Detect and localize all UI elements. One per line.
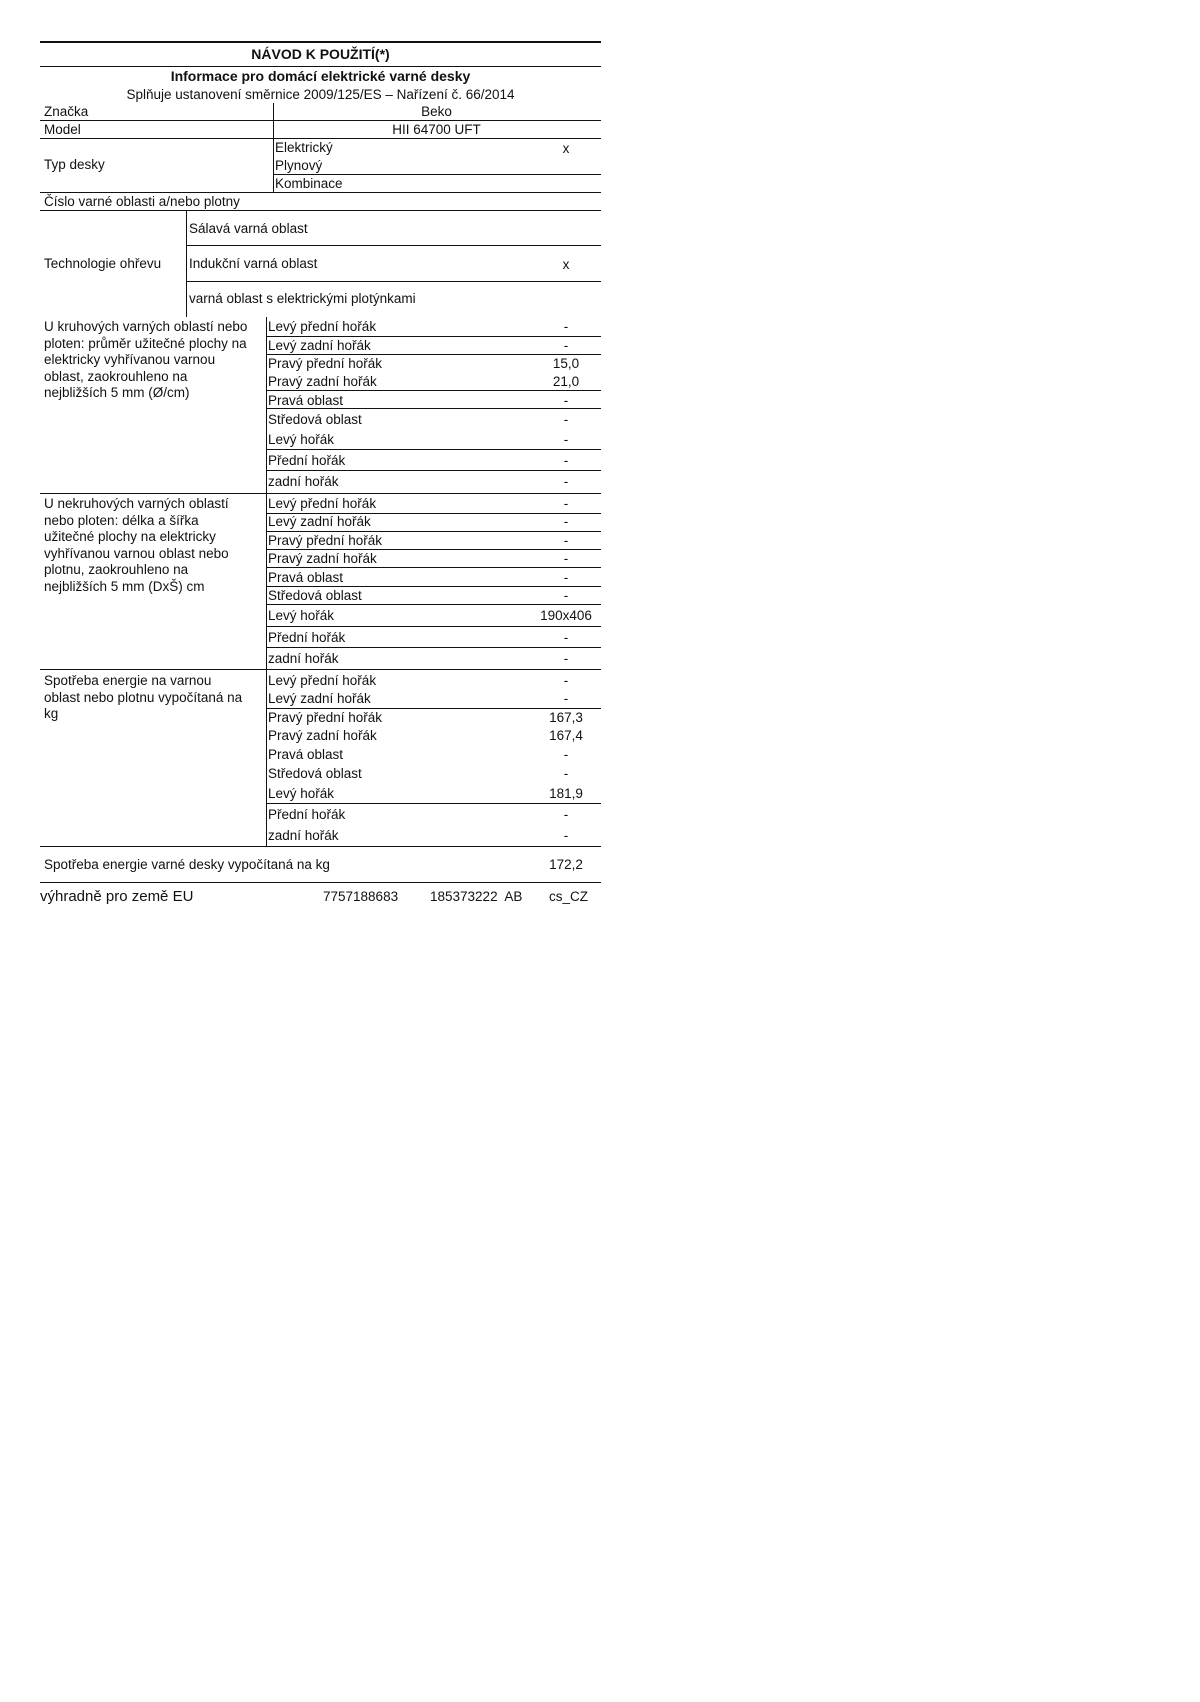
energy-row-value: 181,9 (549, 786, 583, 801)
circular-row-value: - (563, 432, 569, 447)
noncircular-row-value: - (563, 496, 569, 511)
noncircular-row-label: zadní hořák (268, 651, 339, 666)
energy-row-label: Levý hořák (268, 786, 335, 801)
divider (40, 846, 601, 847)
energy-row-value: - (563, 807, 569, 822)
noncircular-row-value: - (563, 533, 569, 548)
energy-row-value: - (563, 828, 569, 843)
noncircular-row-value: - (563, 651, 569, 666)
circular-section-label: U kruhových varných oblastí nebo ploten: průměr užitečné plochy na elektricky vyhřívanou varnou oblast, zaokrouhleno na nejbližších 5 mm (Ø/cm) (44, 319, 248, 400)
circular-row-value: 15,0 (552, 356, 580, 371)
noncircular-row-label: Středová oblast (268, 588, 362, 603)
footer-code: 185373222 AB (430, 889, 523, 904)
circular-row-label: Levý hořák (268, 432, 335, 447)
divider (266, 708, 601, 709)
brand-value: Beko (421, 104, 452, 119)
divider (40, 493, 601, 494)
divider (186, 281, 601, 282)
energy-row-value: - (563, 691, 569, 706)
noncircular-row-value: - (563, 630, 569, 645)
circular-row-value: - (563, 319, 569, 334)
circular-row-label: Levý zadní hořák (268, 338, 371, 353)
divider (186, 245, 601, 246)
energy-row-value: 167,3 (549, 710, 583, 725)
energy-row-label: Levý přední hořák (268, 673, 377, 688)
hob-type-option: Kombinace (275, 176, 343, 191)
energy-row-label: Levý zadní hořák (268, 691, 371, 706)
divider (266, 586, 601, 587)
divider (266, 390, 601, 391)
noncircular-row-label: Přední hořák (268, 630, 346, 645)
energy-row-label: zadní hořák (268, 828, 339, 843)
divider (40, 669, 601, 670)
divider (266, 449, 601, 450)
divider (266, 803, 601, 804)
divider (273, 174, 601, 175)
circular-row-label: Přední hořák (268, 453, 346, 468)
heating-tech-option: Sálavá varná oblast (189, 221, 308, 236)
circular-row-value: 21,0 (552, 374, 580, 389)
circular-row-label: Středová oblast (268, 412, 362, 427)
divider (266, 567, 601, 568)
hob-type-option: Plynový (275, 158, 323, 173)
circular-row-value: - (563, 338, 569, 353)
circular-row-value: - (563, 393, 569, 408)
divider (266, 494, 267, 669)
model-label: Model (44, 122, 81, 137)
total-energy-value: 172,2 (549, 857, 583, 872)
energy-section-label: Spotřeba energie na varnou oblast nebo plotnu vypočítaná na kg (44, 673, 243, 721)
divider (40, 882, 601, 883)
hob-type-label: Typ desky (44, 157, 105, 172)
energy-row-label: Pravá oblast (268, 747, 344, 762)
zone-number-label: Číslo varné oblasti a/nebo plotny (44, 194, 240, 209)
circular-row-label: Pravý zadní hořák (268, 374, 377, 389)
brand-label: Značka (44, 104, 89, 119)
divider (40, 210, 601, 211)
energy-row-label: Pravý přední hořák (268, 710, 383, 725)
footer-code: 7757188683 (323, 889, 399, 904)
heating-tech-label: Technologie ohřevu (44, 256, 162, 271)
energy-row-value: - (563, 747, 569, 762)
divider (266, 670, 267, 846)
noncircular-section-label: U nekruhových varných oblastí nebo ploten: délka a šířka užitečné plochy na elektricky vyhřívanou varnou oblast nebo plotnu, zaokrouhleno na nejbližších 5 mm (DxŠ) cm (44, 496, 229, 594)
circular-row-label: Levý přední hořák (268, 319, 377, 334)
divider (266, 626, 601, 627)
heating-tech-mark: x (562, 257, 570, 272)
divider (40, 66, 601, 67)
circular-row-value: - (563, 474, 569, 489)
total-energy-label: Spotřeba energie varné desky vypočítaná na kg (44, 857, 330, 872)
noncircular-row-value: - (563, 570, 569, 585)
page-title: NÁVOD K POUŽITÍ(*) (251, 46, 390, 62)
regulation-note: Splňuje ustanovení směrnice 2009/125/ES – Nařízení č. 66/2014 (126, 87, 515, 102)
heating-tech-option: Indukční varná oblast (189, 256, 318, 271)
divider (40, 192, 601, 193)
noncircular-row-label: Levý hořák (268, 608, 335, 623)
top-rule (40, 41, 601, 43)
noncircular-row-value: 190x406 (540, 608, 592, 623)
noncircular-row-label: Pravá oblast (268, 570, 344, 585)
subtitle: Informace pro domácí elektrické varné desky (170, 68, 471, 84)
energy-row-value: - (563, 766, 569, 781)
circular-row-label: Pravý přední hořák (268, 356, 383, 371)
noncircular-row-value: - (563, 551, 569, 566)
energy-row-label: Pravý zadní hořák (268, 728, 377, 743)
noncircular-row-value: - (563, 514, 569, 529)
circular-row-label: Pravá oblast (268, 393, 344, 408)
divider (186, 211, 187, 317)
divider (266, 354, 601, 355)
hob-type-mark: x (562, 141, 570, 156)
divider (266, 531, 601, 532)
footer-locale: cs_CZ (549, 889, 589, 904)
noncircular-row-label: Levý přední hořák (268, 496, 377, 511)
model-value: HII 64700 UFT (392, 122, 481, 137)
divider (266, 317, 267, 493)
circular-row-value: - (563, 412, 569, 427)
energy-row-value: - (563, 673, 569, 688)
noncircular-row-label: Pravý zadní hořák (268, 551, 377, 566)
divider (273, 139, 274, 192)
circular-row-label: zadní hořák (268, 474, 339, 489)
divider (266, 470, 601, 471)
circular-row-value: - (563, 453, 569, 468)
heating-tech-option: varná oblast s elektrickými plotýnkami (189, 291, 416, 306)
noncircular-row-label: Pravý přední hořák (268, 533, 383, 548)
energy-row-label: Středová oblast (268, 766, 362, 781)
divider (266, 549, 601, 550)
divider (266, 336, 601, 337)
noncircular-row-value: - (563, 588, 569, 603)
energy-row-value: 167,4 (549, 728, 583, 743)
divider (266, 604, 601, 605)
noncircular-row-label: Levý zadní hořák (268, 514, 371, 529)
footer-eu-only: výhradně pro země EU (40, 888, 194, 905)
divider (266, 408, 601, 409)
divider (40, 138, 601, 139)
hob-type-option: Elektrický (275, 140, 333, 155)
divider (40, 120, 601, 121)
energy-row-label: Přední hořák (268, 807, 346, 822)
divider (266, 647, 601, 648)
